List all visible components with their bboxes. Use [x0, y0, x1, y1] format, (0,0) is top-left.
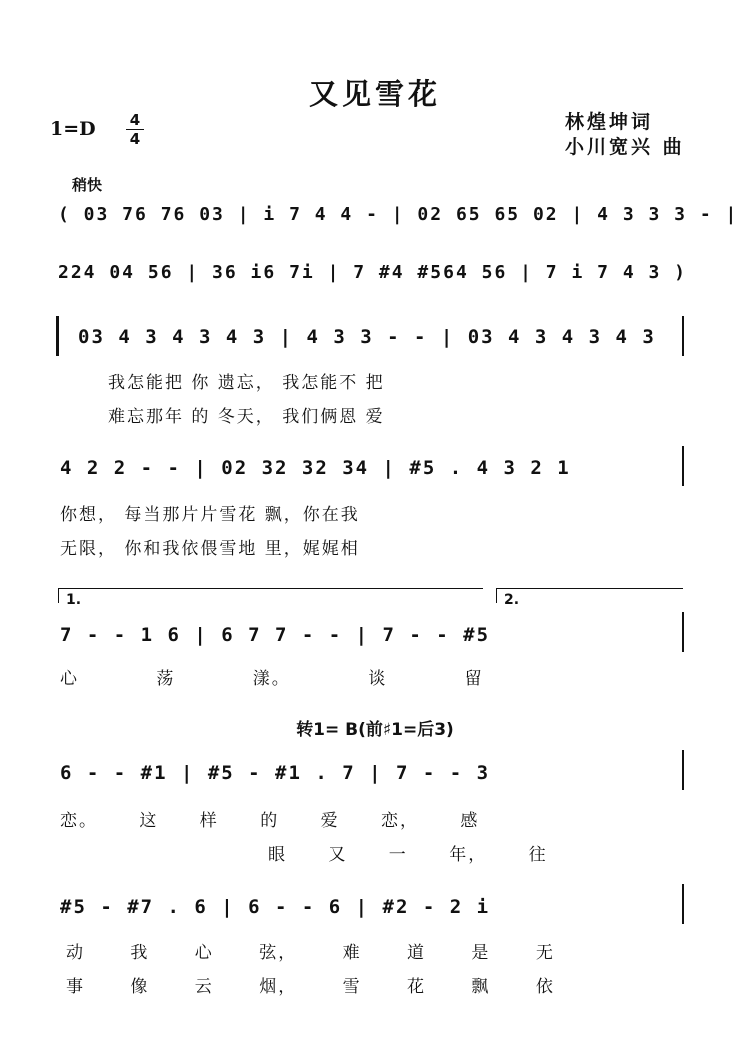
volta-bracket-2 — [496, 588, 683, 603]
lyricist-credit: 林煌坤词 — [565, 111, 654, 133]
modulation-marking: 转1= B(前♯1=后3) — [296, 720, 454, 740]
system-5-lyrics: 心 荡 漾。 谈 留 — [60, 669, 484, 689]
system-3-lyrics-verse-2: 难忘那年 的 冬天， 我们俩恩 爱 — [108, 407, 385, 427]
barline — [682, 612, 684, 652]
score-system-4-notes: 4 2 2 - - | 02 32 32 34 | #5 . 4 3 2 1 — [60, 457, 571, 479]
system-7-lyrics-verse-1: 动 我 心 弦， 难 道 是 无 — [66, 943, 555, 963]
time-signature — [126, 112, 144, 147]
credits — [565, 110, 685, 160]
barline — [682, 750, 684, 790]
score-system-7-notes: #5 - #7 . 6 | 6 - - 6 | #2 - 2 i — [60, 896, 491, 918]
barline — [682, 446, 684, 486]
score-system-5-notes: 7 - - 1 6 | 6 7 7 - - | 7 - - #5 — [60, 624, 491, 646]
score-system-1-notes: ( 03 76 76 03 | i 7 4 4 - | 02 65 65 02 | 4 3 3 3 - | — [58, 204, 739, 225]
system-4-lyrics-verse-1: 你想， 每当那片片雪花 飘，你在我 — [60, 505, 360, 525]
meter-bottom: 4 — [129, 130, 141, 148]
volta-bracket-1 — [58, 588, 483, 603]
score-system-6-notes: 6 - - #1 | #5 - #1 . 7 | 7 - - 3 — [60, 762, 491, 784]
system-4-lyrics-verse-2: 无限， 你和我依偎雪地 里，娓娓相 — [60, 539, 360, 559]
meter-top: 4 — [129, 111, 141, 129]
repeat-start-barline — [56, 316, 59, 356]
volta-number-2: 2. — [504, 592, 520, 608]
system-7-lyrics-verse-2: 事 像 云 烟， 雪 花 飘 依 — [66, 977, 555, 997]
system-6-lyrics-verse-2: 眼 又 一 年， 往 — [268, 845, 548, 865]
composer-credit: 小川宽兴 曲 — [565, 136, 685, 158]
key-signature: 1=D — [50, 118, 96, 140]
score-system-2-notes: 224 04 56 | 36 i6 7i | 7 #4 #564 56 | 7 i 7 4 3 ) — [58, 262, 688, 283]
system-3-lyrics-verse-1: 我怎能把 你 遗忘， 我怎能不 把 — [108, 373, 385, 393]
score-system-3-notes: 03 4 3 4 3 4 3 | 4 3 3 - - | 03 4 3 4 3 4 3 — [78, 326, 656, 348]
barline — [682, 884, 684, 924]
tempo-marking: 稍快 — [72, 176, 103, 194]
barline — [682, 316, 684, 356]
system-6-lyrics-verse-1: 恋。 这 样 的 爱 恋， 感 — [60, 811, 480, 831]
song-title: 又见雪花 — [308, 77, 441, 111]
volta-number-1: 1. — [66, 592, 82, 608]
